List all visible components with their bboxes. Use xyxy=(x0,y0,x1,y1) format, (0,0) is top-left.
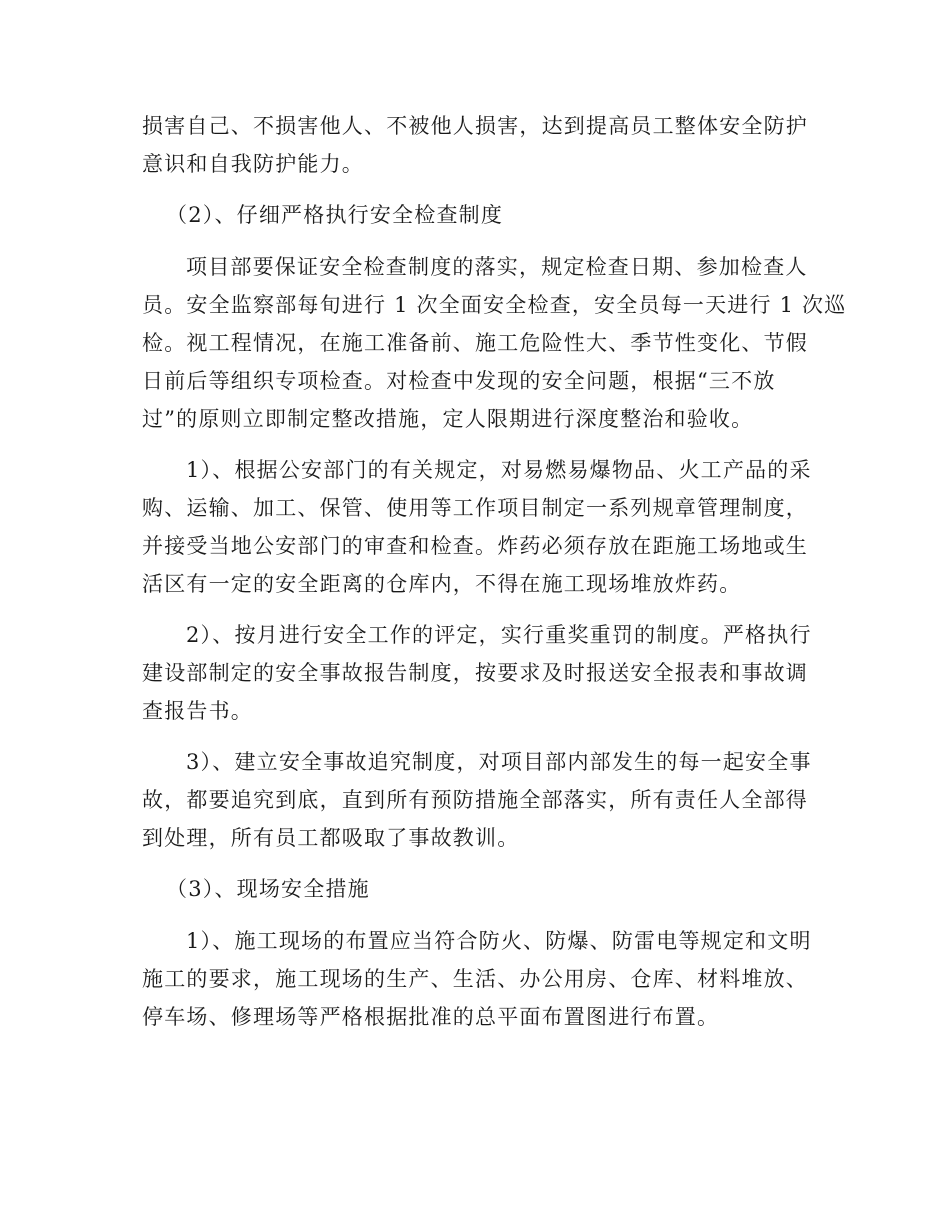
paragraph-line: 日前后等组织专项检查。对检查中发现的安全问题，根据“三不放 xyxy=(142,369,776,393)
paragraph-line: 过”的原则立即制定整改措施，定人限期进行深度整治和验收。 xyxy=(142,407,754,431)
list-item-line: 到处理，所有员工都吸取了事故教训。 xyxy=(142,826,520,850)
list-item-line: 3）、建立安全事故追究制度，对项目部内部发生的每一起安全事 xyxy=(186,750,812,774)
list-item-line: 停车场、修理场等严格根据批准的总平面布置图进行布置。 xyxy=(142,1005,720,1029)
list-item-line: 施工的要求，施工现场的生产、生活、办公用房、仓库、材料堆放、 xyxy=(142,967,808,991)
list-item-line: 查报告书。 xyxy=(142,699,253,723)
list-item-line: 建设部制定的安全事故报告制度，按要求及时报送安全报表和事故调 xyxy=(142,661,808,685)
list-item-line: 1）、根据公安部门的有关规定，对易燃易爆物品、火工产品的采 xyxy=(186,458,812,482)
paragraph-line: 项目部要保证安全检查制度的落实，规定检查日期、参加检查人 xyxy=(186,255,808,279)
section-heading: （2）、仔细严格执行安全检查制度 xyxy=(166,203,504,227)
paragraph-line: 员。安全监察部每旬进行 1 次全面安全检查，安全员每一天进行 1 次巡 xyxy=(142,293,847,317)
list-item-line: 1）、施工现场的布置应当符合防火、防爆、防雷电等规定和文明 xyxy=(186,929,812,953)
list-item-line: 2）、按月进行安全工作的评定，实行重奖重罚的制度。严格执行 xyxy=(186,623,812,647)
list-item-line: 并接受当地公安部门的审查和检查。炸药必须存放在距施工场地或生 xyxy=(142,534,808,558)
list-item-line: 故，都要追究到底，直到所有预防措施全部落实，所有责任人全部得 xyxy=(142,788,808,812)
paragraph-line: 检。视工程情况，在施工准备前、施工危险性大、季节性变化、节假 xyxy=(142,331,808,355)
list-item-line: 活区有一定的安全距离的仓库内，不得在施工现场堆放炸药。 xyxy=(142,572,742,596)
section-heading: （3）、现场安全措施 xyxy=(166,877,370,901)
paragraph-line: 损害自己、不损害他人、不被他人损害，达到提高员工整体安全防护 xyxy=(142,114,808,138)
paragraph-line: 意识和自我防护能力。 xyxy=(142,152,364,176)
list-item-line: 购、运输、加工、保管、使用等工作项目制定一系列规章管理制度， xyxy=(142,496,808,520)
